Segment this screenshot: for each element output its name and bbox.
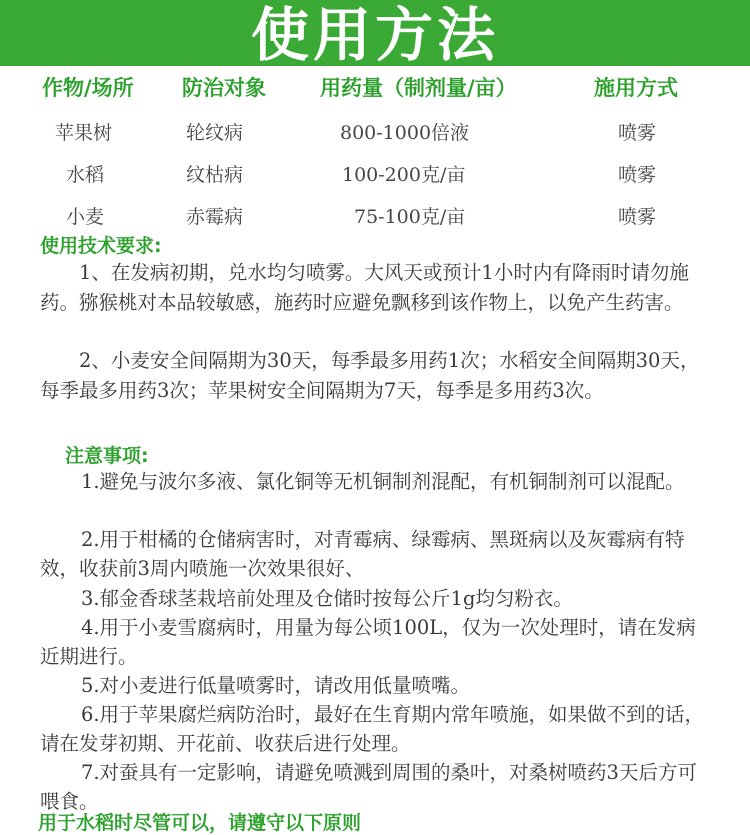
cell-crop: 水稻 bbox=[66, 164, 105, 186]
note-item: 3.郁金香球茎栽培前处理及仓储时按每公斤1g均匀粉衣。 bbox=[80, 587, 573, 610]
note-item: 4.用于小麦雪腐病时，用量为每公顷100L，仅为一次处理时，请在发病近期进行。 bbox=[40, 616, 696, 668]
note-item: 5.对小麦进行低量喷雾时，请改用低量喷嘴。 bbox=[80, 674, 471, 697]
cell-target: 轮纹病 bbox=[186, 122, 244, 144]
note-item: 6.用于苹果腐烂病防治时，最好在生育期内常年喷施，如果做不到的话，请在发芽初期、开花前、收获后进行处理。 bbox=[40, 703, 705, 755]
cell-method: 喷雾 bbox=[618, 164, 657, 186]
header-target: 防治对象 bbox=[182, 76, 266, 100]
cell-dosage: 800-1000倍液 bbox=[340, 122, 470, 144]
header-method: 施用方式 bbox=[594, 76, 678, 100]
table-header bbox=[0, 72, 750, 106]
table-row bbox=[0, 118, 750, 150]
cut-off-text: 用于水稻时尽管可以，请遵守以下原则 bbox=[38, 812, 362, 834]
cell-method: 喷雾 bbox=[618, 122, 657, 144]
technical-paragraph: 1、在发病初期，兑水均匀喷雾。大风天或预计1小时内有降雨时请勿施药。猕猴桃对本品较敏感，施药时应避免飘移到该作物上，以免产生药害。 bbox=[40, 261, 689, 314]
notes-heading: 注意事项: bbox=[65, 445, 149, 467]
cell-dosage: 75-100克/亩 bbox=[354, 206, 466, 228]
header-dosage: 用药量（制剂量/亩） bbox=[320, 76, 517, 100]
header-crop: 作物/场所 bbox=[42, 76, 134, 100]
cell-dosage: 100-200克/亩 bbox=[342, 164, 466, 186]
cell-target: 纹枯病 bbox=[186, 164, 244, 186]
note-item: 1.避免与波尔多液、氯化铜等无机铜制剂混配，有机铜制剂可以混配。 bbox=[80, 470, 685, 493]
cell-target: 赤霉病 bbox=[186, 206, 244, 228]
note-item: 7.对蚕具有一定影响，请避免喷溅到周围的桑叶，对桑树喷药3天后方可喂食。 bbox=[40, 761, 697, 813]
technical-heading: 使用技术要求: bbox=[40, 235, 162, 257]
cell-crop: 小麦 bbox=[66, 206, 105, 228]
cell-crop: 苹果树 bbox=[55, 122, 113, 144]
cell-method: 喷雾 bbox=[618, 206, 657, 228]
table-row bbox=[0, 160, 750, 192]
technical-paragraph: 2、小麦安全间隔期为30天，每季最多用药1次；水稻安全间隔期30天，每季最多用药3次；苹果树安全间隔期为7天，每季是多用药3次。 bbox=[40, 349, 700, 402]
note-item: 2.用于柑橘的仓储病害时，对青霉病、绿霉病、黑斑病以及灰霉病有特效，收获前3周内喷施一次效果很好、 bbox=[40, 528, 685, 580]
table-row bbox=[0, 202, 750, 234]
cut-off-line bbox=[38, 812, 458, 834]
page-title: 使用方法 bbox=[250, 1, 499, 69]
